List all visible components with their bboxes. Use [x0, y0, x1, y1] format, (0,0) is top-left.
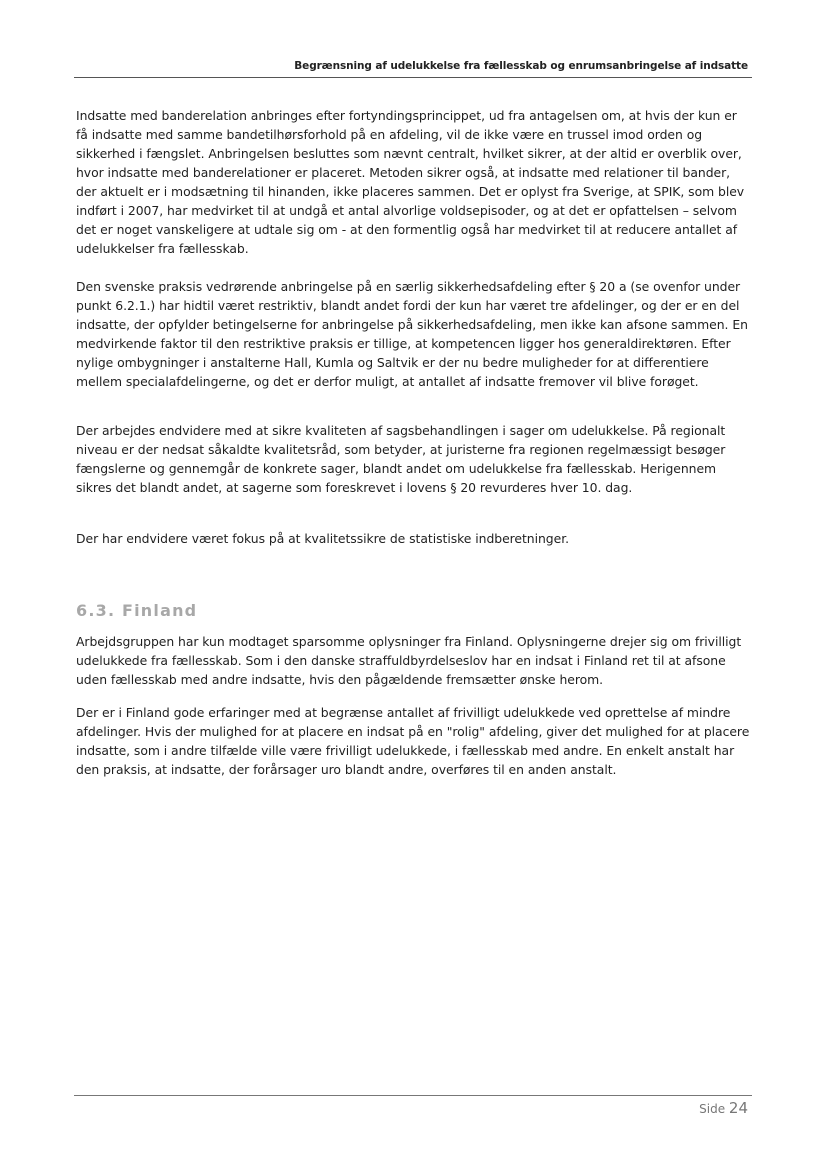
paragraph-text: Der er i Finland gode erfaringer med at begrænse antallet af frivilligt udelukkede ved oprettelse af mindre afdelinger. Hvis der mulighed for at placere en indsat på en "rolig" afdeling, giver det mulighed for at placere indsatte, som i andre tilfælde ville være frivilligt udelukkede, i fællesskab med andre. En enkelt anstalt har den praksis, at indsatte, der forårsager uro blandt andre, overføres til en anden anstalt.: [76, 705, 750, 777]
paragraph-4: [76, 529, 752, 548]
paragraph-text: Arbejdsgruppen har kun modtaget sparsomme oplysninger fra Finland. Oplysningerne drejer sig om frivilligt udelukkede fra fællesskab. Som i den danske straffuldbyrdelseslov har en indsat i Finland ret til at afsone uden fællesskab med andre indsatte, hvis den pågældende fremsætter ønske herom.: [76, 634, 742, 687]
page-number: [699, 1099, 748, 1117]
page-number-value: 24: [728, 1099, 748, 1117]
page-label: Side: [699, 1102, 726, 1116]
paragraph-text: Indsatte med banderelation anbringes efter fortyndingsprincippet, ud fra antagelsen om, at hvis der kun er få indsatte med samme bandetilhørsforhold på en afdeling, vil de ikke være en trussel imod orden og sikkerhed i fængslet. Anbringelsen besluttes som nævnt centralt, hvilket sikrer, at der altid er overblik over, hvor indsatte med banderelationer er placeret. Metoden sikrer også, at indsatte med relationer til bander, der aktuelt er i modsætning til hinanden, ikke placeres sammen. Det er oplyst fra Sverige, at SPIK, som blev indført i 2007, har medvirket til at undgå et antal alvorlige voldsepisoder, og at det er opfattelsen – selvom det er noget vanskeligere at udtale sig om - at den formentlig også har medvirket til at reducere antallet af udelukkelser fra fællesskab.: [76, 108, 745, 256]
paragraph-2: [76, 277, 752, 391]
section-heading: 6.3. Finland: [76, 601, 198, 620]
section-paragraph-1: [76, 632, 752, 689]
paragraph-text: Den svenske praksis vedrørende anbringelse på en særlig sikkerhedsafdeling efter § 20 a (se ovenfor under punkt 6.2.1.) har hidtil været restriktiv, blandt andet fordi der kun har været tre afdelinger, og der er en del indsatte, der opfylder betingelserne for anbringelse på sikkerhedsafdeling, men ikke kan afsone sammen. En medvirkende faktor til den restriktive praksis er tillige, at kompetencen ligger hos generaldirektøren. Efter nylige ombygninger i anstalterne Hall, Kumla og Saltvik er der nu bedre muligheder for at differentiere mellem specialafdelingerne, og det er derfor muligt, at antallet af indsatte fremover vil blive forøget.: [76, 279, 748, 389]
section-paragraph-2: [76, 703, 752, 779]
paragraph-1: [76, 106, 752, 258]
running-header: Begrænsning af udelukkelse fra fællesskab og enrumsanbringelse af indsatte: [294, 60, 748, 72]
paragraph-text: Der arbejdes endvidere med at sikre kvaliteten af sagsbehandlingen i sager om udelukkelse. På regionalt niveau er der nedsat såkaldte kvalitetsråd, som betyder, at juristerne fra regionen regelmæssigt besøger fængslerne og gennemgår de konkrete sager, blandt andet om udelukkelse fra fællesskab. Herigennem sikres det blandt andet, at sagerne som foreskrevet i lovens § 20 revurderes hver 10. dag.: [76, 423, 726, 495]
paragraph-3: [76, 421, 752, 497]
footer-rule: [74, 1095, 752, 1096]
paragraph-text: Der har endvidere været fokus på at kvalitetssikre de statistiske indberetninger.: [76, 531, 569, 546]
header-rule: [74, 77, 752, 78]
